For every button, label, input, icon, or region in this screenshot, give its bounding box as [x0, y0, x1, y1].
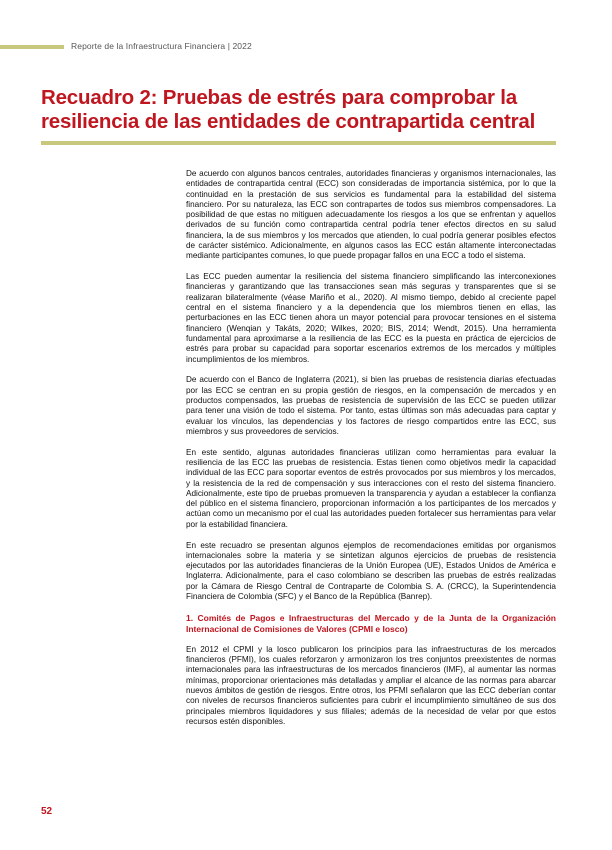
paragraph: De acuerdo con algunos bancos centrales, autoridades financieras y organismos internacionales, las entidades de contrapartida central (ECC) son consideradas de importancia sistémica, por lo que la continuidad en la prestación de sus servicios es fundamental para la estabilidad del sistema financiero. Por su naturaleza, las ECC son contrapartes de todos sus miembros compensadores. La posibilidad de que estas no mitiguen adecuadamente los riesgos a los que se enfrentan y aquellos derivados de su función como contrapartida central podría tener efectos directos en su salud financiera, la de sus miembros y los mercados que atienden, lo cual podría generar posibles efectos de carácter sistémico. Adicionalmente, en algunos casos las ECC están altamente interconectadas mediante participantes comunes, lo que puede propagar fallos en una ECC a todo el sistema.	[186, 169, 556, 261]
paragraph: En este recuadro se presentan algunos ejemplos de recomendaciones emitidas por organismos internacionales sobre la materia y se sintetizan algunos ejercicios de pruebas de resistencia ejecutados por las autoridades financieras de la Unión Europea (UE), Estados Unidos de América e Inglaterra. Adicionalmente, para el caso colombiano se describen las pruebas de estrés realizadas por la Cámara de Riesgo Central de Contraparte de Colombia S. A. (CRCC), la Superintendencia Financiera de Colombia (SFC) y el Banco de la República (Banrep).	[186, 540, 556, 601]
header-accent-bar	[0, 45, 64, 49]
section-heading: 1. Comités de Pagos e Infraestructuras del Mercado y de la Junta de la Organización Internacional de Comisiones de Valores (CPMI e Iosco)	[186, 612, 556, 634]
title-underline	[41, 141, 556, 145]
paragraph: En este sentido, algunas autoridades financieras utilizan como herramientas para evaluar la resiliencia de las ECC las pruebas de resistencia. Estas tienen como objetivos medir la capacidad individual de las ECC para soportar eventos de estrés provocados por sus miembros y los mercados, y la resistencia de la red de compensación y sus interacciones con el resto del sistema financiero. Adicionalmente, este tipo de pruebas promueven la transparencia y ayudan a establecer la confianza del público en el sistema financiero, proporcionan información a los participantes de los mercados y actúan como un mecanismo por el cual las autoridades pueden fortalecer sus herramientas para velar por la estabilidad financiera.	[186, 447, 557, 529]
paragraph: De acuerdo con el Banco de Inglaterra (2021), si bien las pruebas de resistencia diarias efectuadas por las ECC se centran en su propia gestión de riesgos, en la compensación de mercados y en productos compensados, las pruebas de resistencia de supervisión de las ECC se pueden utilizar para tener una visión de todo el sistema. Por tanto, estas últimas son más adecuadas para captar y evaluar los vínculos, las dependencias y los factores de riesgo compartidos entre las ECC, sus miembros y sus proveedores de servicios.	[186, 375, 556, 436]
body-text	[186, 169, 556, 738]
page-number: 52	[41, 806, 53, 817]
page-title: Recuadro 2: Pruebas de estrés para comprobar la resiliencia de las entidades de contrapartida central	[41, 86, 536, 133]
paragraph: En 2012 el CPMI y la Iosco publicaron los principios para las infraestructuras de los mercados financieros (PFMI), los cuales reforzaron y armonizaron los tres conjuntos preexistentes de normas internacionales para las infraestructuras de los mercados financieros (IMF), al aumentar las normas mínimas, proporcionar orientaciones más detalladas y ampliar el alcance de las normas para abarcar nuevos ámbitos de gestión de riesgos. Entre otros, los PFMI señalaron que las ECC deberían contar con niveles de recursos financieros suficientes para cubrir el incumplimiento simultáneo de sus dos principales miembros liquidadores y sus filiales; además de la necesidad de velar por que estos recursos estén disponibles.	[186, 644, 556, 726]
running-header: Reporte de la Infraestructura Financiera | 2022	[71, 41, 252, 51]
paragraph: Las ECC pueden aumentar la resiliencia del sistema financiero simplificando las interconexiones financieras y garantizando que las transacciones sean más seguras y transparentes que si se realizaran bilateralmente (véase Mariño et al., 2020). Al mismo tiempo, debido al creciente papel central en el sistema financiero y a la dependencia que los miembros tienen en ellas, las perturbaciones en las ECC tienen ahora un mayor potencial para provocar tensiones en el sistema financiero (Wenqian y Takáts, 2020; Wilkes, 2020; BIS, 2014; Wendt, 2015). Una herramienta fundamental para aproximarse a la resiliencia de las ECC es la puesta en práctica de ejercicios de estrés para probar su capacidad para soportar escenarios extremos de los mercados y múltiples incumplimientos de los miembros.	[186, 272, 556, 364]
